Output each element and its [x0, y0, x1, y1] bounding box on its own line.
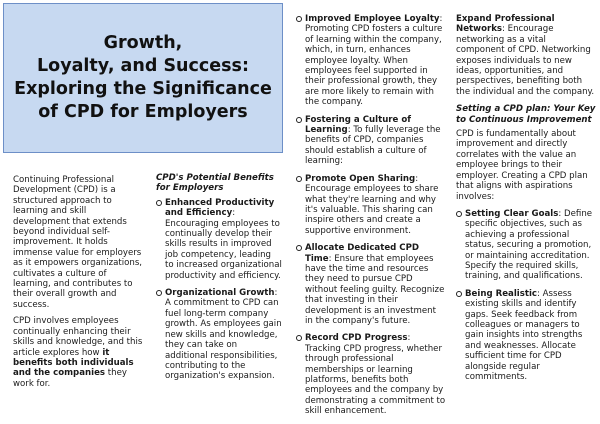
item-heading: Fostering a Culture of Learning	[305, 114, 412, 136]
page-title	[14, 32, 272, 124]
list-item	[296, 115, 446, 167]
title-line-2: Loyalty, and Success:	[37, 56, 249, 76]
bullet-icon	[156, 290, 162, 296]
bullet-icon	[296, 245, 302, 251]
list-item	[296, 174, 446, 236]
item-text: : Encourage employees to share what they're learning and why it's valuable. This sharing can inspire others and create a supportive environment.	[305, 173, 439, 236]
item-text: : Define specific objectives, such as achieving a professional status, securing a promotion, or maintaining accreditation. Specify the required skills, training, and qualifications.	[465, 208, 593, 282]
plan-intro: CPD is fundamentally about improvement and directly correlates with the value an employee brings to their employer. Creating a CPD plan that aligns with aspirations involves:	[456, 129, 588, 202]
benefit-heading: Enhanced Productivity and Efficiency	[165, 197, 275, 219]
list-item	[296, 14, 446, 108]
title-line-3: Exploring the Significance	[14, 79, 272, 99]
benefits-column	[156, 173, 282, 389]
intro-column	[13, 175, 145, 395]
item-heading: Setting Clear Goals	[465, 208, 559, 219]
item-heading: Promote Open Sharing	[305, 173, 416, 184]
item-text: : Promoting CPD fosters a culture of learning within the company, which, in turn, enhances employee loyalty. When employees feel supported in their professional growth, they are more likely to remain with the company.	[305, 14, 443, 108]
plan-section-title: Setting a CPD plan: Your Key to Continuous Improvement	[456, 104, 596, 125]
intro-p2-start: CPD involves employees continually enhancing their skills and knowledge, and this article explores how	[13, 316, 143, 358]
title-line-1: Growth,	[103, 33, 183, 53]
item-text: : Assess existing skills and identify gaps. Seek feedback from colleagues or managers to gain insights into strengths and weaknesses. Allocate sufficient time for CPD alongside regular commitments.	[465, 288, 583, 382]
bullet-icon	[296, 16, 302, 22]
intro-paragraph-2	[13, 316, 145, 389]
network-text: : Encourage networking as a vital component of CPD. Networking exposes individuals to new ideas, opportunities, and perspectives, benefiting both the individual and the company.	[456, 24, 595, 97]
bullet-icon	[296, 335, 302, 341]
item-heading: Being Realistic	[465, 288, 537, 299]
list-item	[296, 333, 446, 416]
title-box	[3, 3, 283, 153]
bullet-icon	[156, 200, 162, 206]
benefits-section-title: CPD's Potential Benefits for Employers	[156, 173, 274, 194]
benefit-text: : Encouraging employees to continually develop their skills results in improved job competency, leading to increased organizational productivity and efficiency.	[165, 208, 282, 281]
item-heading: Allocate Dedicated CPD Time	[305, 243, 420, 264]
list-item	[456, 289, 596, 383]
bullet-icon	[296, 176, 302, 182]
benefit-heading: Organizational Growth	[165, 288, 275, 299]
item-heading: Record CPD Progress	[305, 333, 408, 344]
item-text: : Ensure that employees have the time and resources they need to pursue CPD without feeling guilty. Recognize that investing in their development is an investment in the company's future.	[305, 253, 445, 326]
list-item	[456, 209, 596, 282]
benefit-item	[156, 198, 282, 281]
intro-p2-end: they work for.	[13, 368, 127, 389]
network-block	[456, 14, 596, 97]
benefit-item	[156, 288, 282, 382]
network-heading: Expand Professional Networks	[456, 14, 555, 35]
bullet-icon	[296, 117, 302, 123]
bullet-icon	[456, 211, 462, 217]
loyalty-column	[296, 14, 446, 424]
list-item	[296, 243, 446, 326]
title-line-4: of CPD for Employers	[38, 102, 248, 122]
item-heading: Improved Employee Loyalty	[305, 14, 440, 24]
intro-paragraph-1: Continuing Professional Development (CPD) is a structured approach to learning and skill development that extends beyond individual self-improvement. It holds immense value for employers as it empowers organizations, cultivates a culture of learning, and contributes to their overall growth and success.	[13, 175, 143, 310]
item-text: : To fully leverage the benefits of CPD, companies should establish a culture of learning:	[305, 125, 441, 167]
bullet-icon	[456, 291, 462, 297]
benefit-text: : A commitment to CPD can fuel long-term company growth. As employees gain new skills and knowledge, they can take on additional responsibilities, contributing to the organization's expansion.	[165, 288, 282, 382]
plan-column	[456, 14, 596, 389]
item-text: : Tracking CPD progress, whether through professional memberships or learning platforms, benefits both employees and the company by demonstrating a commitment to skill enhancement.	[305, 333, 446, 417]
intro-p2-bold: it benefits both individuals and the companies	[13, 347, 134, 379]
